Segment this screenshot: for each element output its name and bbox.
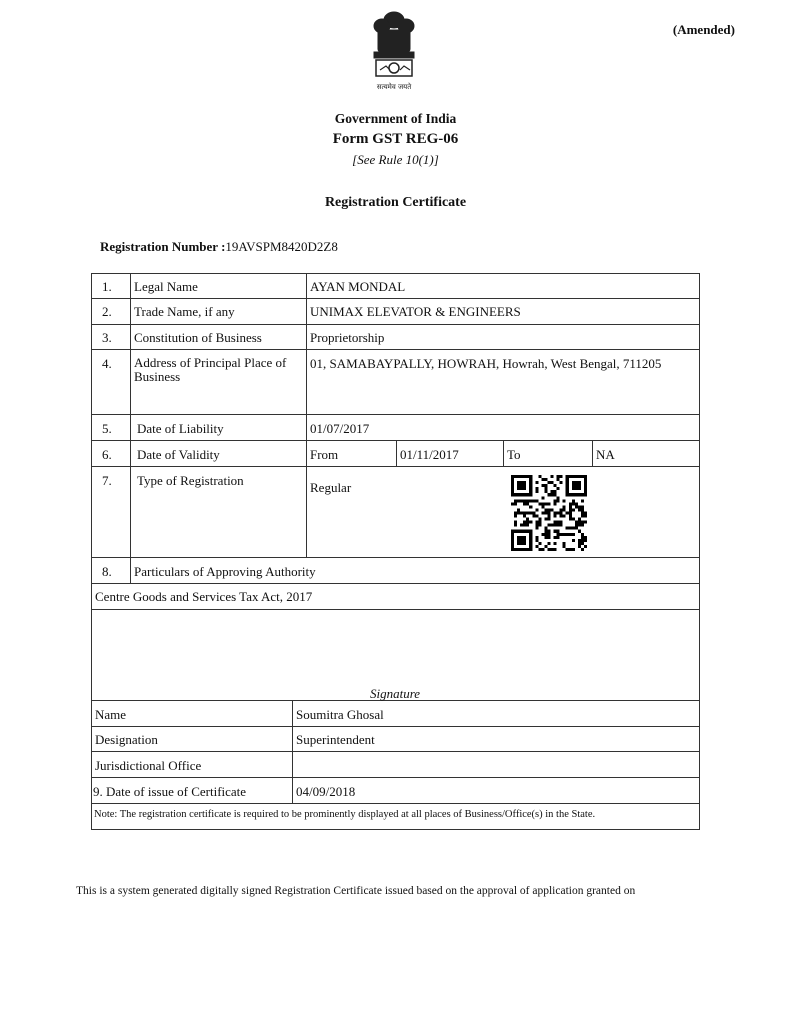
validity-to-value: NA <box>596 447 615 462</box>
constitution-label: Constitution of Business <box>134 330 262 345</box>
validity-from-value: 01/11/2017 <box>400 447 459 462</box>
legal-name-label: Legal Name <box>134 279 198 294</box>
certificate-title: Registration Certificate <box>324 195 467 210</box>
constitution-value: Proprietorship <box>310 330 385 345</box>
signature-label: Signature <box>370 686 421 701</box>
issue-date-value: 04/09/2018 <box>296 784 356 799</box>
validity-from-label: From <box>310 447 339 462</box>
row-number: 1. <box>102 279 112 294</box>
rule-reference: [See Rule 10(1)] <box>352 152 439 167</box>
row-number: 5. <box>102 421 112 436</box>
legal-name-value: AYAN MONDAL <box>310 279 406 294</box>
registration-number <box>100 239 338 255</box>
designation-label: Designation <box>95 732 158 747</box>
validity-to-label: To <box>507 447 521 462</box>
issue-date-label: 9. Date of issue of Certificate <box>93 784 247 799</box>
act-name: Centre Goods and Services Tax Act, 2017 <box>95 589 313 604</box>
row-number: 7. <box>102 473 112 488</box>
approving-authority-label: Particulars of Approving Authority <box>134 564 316 579</box>
trade-name-label: Trade Name, if any <box>134 304 235 319</box>
registration-type-label: Type of Registration <box>137 473 244 488</box>
form-name: Form GST REG-06 <box>332 131 459 147</box>
officer-name-label: Name <box>95 707 127 722</box>
svg-text:सत्यमेव जयते: सत्यमेव जयते <box>376 83 412 91</box>
address-value: 01, SAMABAYPALLY, HOWRAH, Howrah, West Bengal, 711205 <box>310 356 662 371</box>
registration-number-label: Registration Number : <box>100 239 226 254</box>
trade-name-value: UNIMAX ELEVATOR & ENGINEERS <box>310 304 521 319</box>
liability-value: 01/07/2017 <box>310 421 370 436</box>
officer-name-value: Soumitra Ghosal <box>296 707 384 722</box>
validity-label: Date of Validity <box>137 447 220 462</box>
government-heading: Government of India <box>334 111 457 126</box>
amended-label: (Amended) <box>672 22 735 37</box>
row-number: 8. <box>102 564 112 579</box>
display-note: Note: The registration certificate is required to be prominently displayed at all places of Business/Office(s) in the State. <box>94 809 596 820</box>
footer-statement: This is a system generated digitally signed Registration Certificate issued based on the approval of application granted on <box>76 885 636 897</box>
registration-number-value: 19AVSPM8420D2Z8 <box>225 239 338 254</box>
national-emblem <box>362 6 426 92</box>
row-number: 6. <box>102 447 112 462</box>
qr-code <box>511 475 587 551</box>
row-number: 3. <box>102 330 112 345</box>
liability-label: Date of Liability <box>137 421 224 436</box>
address-label: Address of Principal Place of Business <box>134 355 287 384</box>
jurisdictional-office-label: Jurisdictional Office <box>95 758 202 773</box>
registration-type-value: Regular <box>310 480 352 495</box>
row-number: 2. <box>102 304 112 319</box>
row-number: 4. <box>102 356 112 371</box>
designation-value: Superintendent <box>296 732 375 747</box>
